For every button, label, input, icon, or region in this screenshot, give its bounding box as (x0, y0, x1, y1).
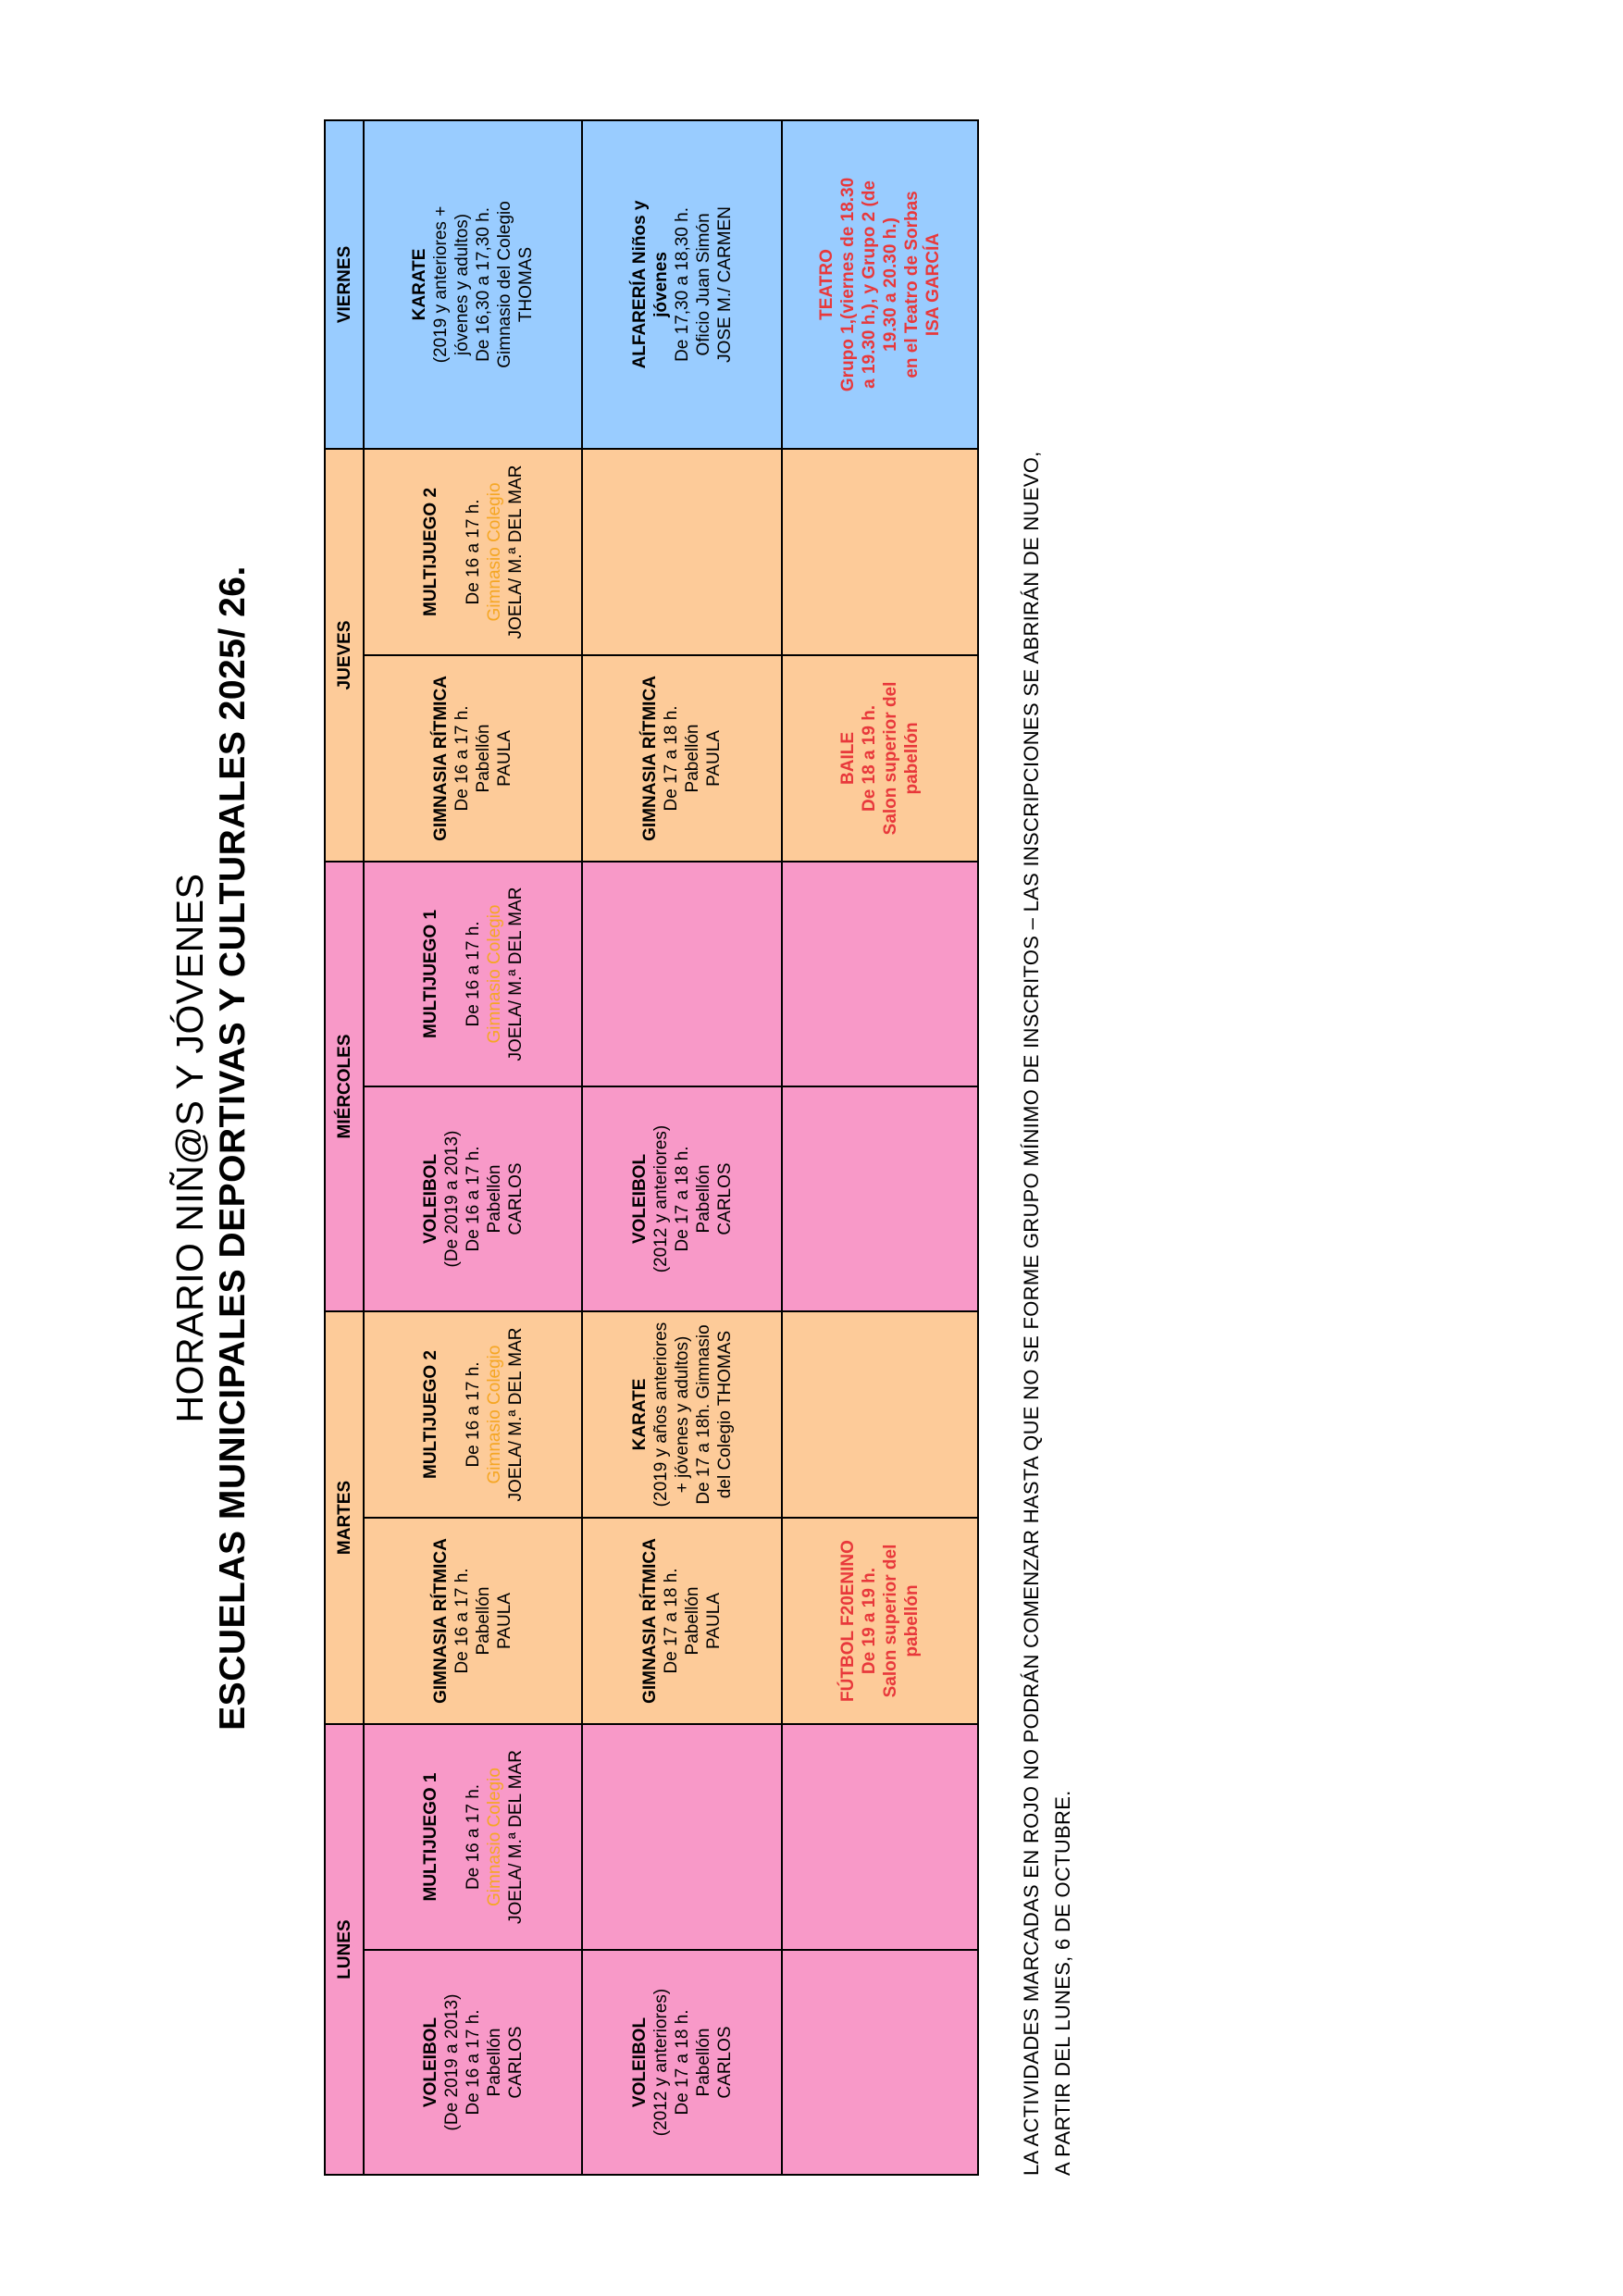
footer-line-2: A PARTIR DEL LUNES, 6 DE OCTUBRE. (1051, 1790, 1074, 2176)
activity-line: Pabellón (693, 2028, 713, 2097)
activity-cell (782, 120, 978, 449)
activity-line: a 19.30 h.), y Grupo 2 (de (860, 180, 879, 389)
day-header-viernes: VIERNES (325, 120, 364, 449)
activity-cell (364, 1086, 582, 1311)
activity-cell (782, 655, 978, 862)
activity-title: KARATE (410, 248, 429, 321)
activity-title: GIMNASIA RÍTMICA (640, 676, 660, 841)
activity-line: Grupo 1,(viernes de 18.30 (838, 177, 858, 392)
empty-cell (582, 1724, 782, 1950)
activity-line: De 17 a 18 h. (662, 705, 681, 812)
activity-line: Pabellón (474, 724, 493, 793)
activity-line: Gimnasio Colegio (484, 904, 504, 1044)
activity-line: Gimnasio Colegio (484, 482, 504, 622)
activity-line: De 16 a 17 h. (463, 499, 483, 605)
empty-cell (782, 449, 978, 655)
activity-line: (2019 y anteriores + (431, 205, 451, 364)
activity-line: jóvenes y adultos) (452, 213, 472, 356)
activity-line: CARLOS (714, 1162, 735, 1235)
activity-title: MULTIJUEGO 1 (420, 909, 440, 1038)
activity-cell (364, 120, 582, 449)
activity-line: CARLOS (714, 2026, 735, 2099)
activity-line: PAULA (704, 1593, 724, 1649)
activity-line: De 16,30 a 17,30 h. (474, 207, 493, 362)
activity-title: MULTIJUEGO 2 (420, 1350, 440, 1479)
footer-note (1016, 93, 1079, 2176)
activity-title: VOLEIBOL (420, 2017, 440, 2108)
activity-title: jóvenes (650, 252, 671, 317)
schedule-row-2 (582, 120, 782, 2175)
activity-cell (364, 655, 582, 862)
activity-line: De 16 a 17 h. (463, 1783, 483, 1891)
day-header-lunes: LUNES (325, 1724, 364, 2175)
activity-title: MULTIJUEGO 2 (420, 487, 440, 616)
activity-line: JOSE M./ CARMEN (714, 206, 735, 363)
activity-line: Gimnasio Colegio (484, 1768, 504, 1906)
activity-line: Salon superior del (881, 1544, 900, 1698)
activity-line: en el Teatro de Sorbas (902, 191, 922, 379)
activity-line: Pabellón (693, 1164, 713, 1234)
activity-line: De 16 a 17 h. (463, 1361, 483, 1468)
activity-title: BAILE (838, 731, 858, 785)
activity-line: JOELA/ M.ª DEL MAR (505, 1327, 526, 1502)
activity-line: De 18 a 19 h. (860, 704, 879, 813)
activity-cell (364, 1724, 582, 1950)
activity-line: + jóvenes y adultos) (672, 1335, 692, 1494)
activity-line: De 17 a 18 h. (662, 1568, 681, 1674)
activity-line: Pabellón (683, 1586, 702, 1656)
empty-cell (782, 1724, 978, 1950)
activity-line: Pabellón (683, 724, 702, 793)
activity-title: VOLEIBOL (420, 1153, 440, 1245)
activity-line: De 17,30 a 18,30 h. (672, 207, 692, 362)
activity-line: (2012 y anteriores) (650, 1988, 671, 2137)
activity-line: Pabellón (484, 1164, 504, 1234)
page-title: HORARIO NIÑ@S Y JÓVENES (168, 873, 211, 1423)
activity-line: (De 2019 a 2013) (441, 1993, 462, 2131)
activity-line: CARLOS (505, 1162, 526, 1235)
empty-cell (782, 1086, 978, 1311)
activity-line: ISA GARCÍA (923, 232, 943, 337)
activity-line: De 17 a 18 h. (672, 1146, 692, 1252)
schedule-row-3 (782, 120, 978, 2175)
activity-line: Pabellón (474, 1586, 493, 1656)
empty-cell (582, 862, 782, 1086)
activity-line: pabellón (902, 1584, 922, 1657)
schedule-row-1 (364, 120, 582, 2175)
activity-line: 19.30 a 20.30 h.) (881, 217, 900, 352)
activity-line: De 17 a 18 h. (672, 2009, 692, 2116)
activity-line: (2012 y anteriores) (650, 1124, 671, 1273)
empty-cell (782, 862, 978, 1086)
activity-cell (364, 1950, 582, 2175)
day-header-martes: MARTES (325, 1311, 364, 1724)
activity-cell (364, 1518, 582, 1724)
activity-cell (582, 655, 782, 862)
activity-line: JOELA/ M.ª DEL MAR (505, 887, 526, 1061)
activity-line: Pabellón (484, 2028, 504, 2097)
activity-title: MULTIJUEGO 1 (420, 1772, 440, 1902)
activity-line: De 16 a 17 h. (463, 1146, 483, 1252)
activity-cell (782, 1518, 978, 1724)
activity-line: PAULA (704, 730, 724, 787)
activity-line: De 16 a 17 h. (463, 2009, 483, 2116)
empty-cell (782, 1311, 978, 1518)
empty-cell (582, 449, 782, 655)
activity-title: VOLEIBOL (629, 2017, 650, 2108)
activity-line: del Colegio THOMAS (714, 1330, 735, 1499)
activity-cell (364, 449, 582, 655)
activity-line: JOELA/ M.ª DEL MAR (505, 1750, 526, 1924)
activity-line: (2019 y años anteriores (650, 1322, 671, 1508)
day-header-jueves: JUEVES (325, 449, 364, 862)
activity-line: De 16 a 17 h. (452, 705, 472, 812)
activity-line: THOMAS (516, 246, 536, 323)
activity-line: Gimnasio del Colegio (495, 201, 514, 368)
activity-cell (582, 120, 782, 449)
activity-line: De 16 a 17 h. (452, 1568, 472, 1674)
activity-line: De 16 a 17 h. (463, 921, 483, 1027)
activity-title: FÚTBOL F20ENINO (838, 1540, 858, 1702)
activity-line: (De 2019 a 2013) (441, 1130, 462, 1268)
day-header-miercoles: MIÉRCOLES (325, 862, 364, 1311)
activity-line: CARLOS (505, 2026, 526, 2099)
page-subtitle: ESCUELAS MUNICIPALES DEPORTIVAS Y CULTURALES 2025/ 26. (213, 565, 253, 1731)
activity-title: GIMNASIA RÍTMICA (431, 676, 451, 841)
activity-line: Gimnasio Colegio (484, 1345, 504, 1484)
activity-cell (582, 1086, 782, 1311)
day-header-row (325, 120, 364, 2175)
activity-title: GIMNASIA RÍTMICA (431, 1538, 451, 1704)
activity-cell (582, 1518, 782, 1724)
schedule-table (324, 119, 979, 2176)
activity-title: VOLEIBOL (629, 1153, 650, 1245)
footer-line-1: LA ACTIVIDADES MARCADAS EN ROJO NO PODRÁN COMENZAR HASTA QUE NO SE FORME GRUPO MÍNIMO DE INSCRITOS – LAS INSCRIPCIONES SE ABRIRÁN DE NUEVO, (1020, 451, 1043, 2176)
activity-line: Oficio Juan Simón (693, 213, 713, 356)
activity-line: PAULA (495, 1593, 514, 1649)
empty-cell (782, 1950, 978, 2175)
activity-title: TEATRO (817, 249, 836, 320)
activity-cell (364, 862, 582, 1086)
activity-cell (364, 1311, 582, 1518)
activity-cell (582, 1311, 782, 1518)
activity-line: De 19 a 19 h. (860, 1567, 879, 1675)
activity-line: PAULA (495, 730, 514, 787)
activity-line: De 17 a 18h. Gimnasio (693, 1324, 713, 1505)
activity-line: Salon superior del (881, 681, 900, 836)
activity-title: KARATE (629, 1378, 650, 1451)
activity-title: ALFARERÍA Niños y (629, 200, 650, 369)
activity-title: GIMNASIA RÍTMICA (640, 1538, 660, 1704)
activity-line: JOELA/ M.ª DEL MAR (505, 465, 526, 639)
activity-cell (582, 1950, 782, 2175)
activity-line: pabellón (902, 722, 922, 795)
